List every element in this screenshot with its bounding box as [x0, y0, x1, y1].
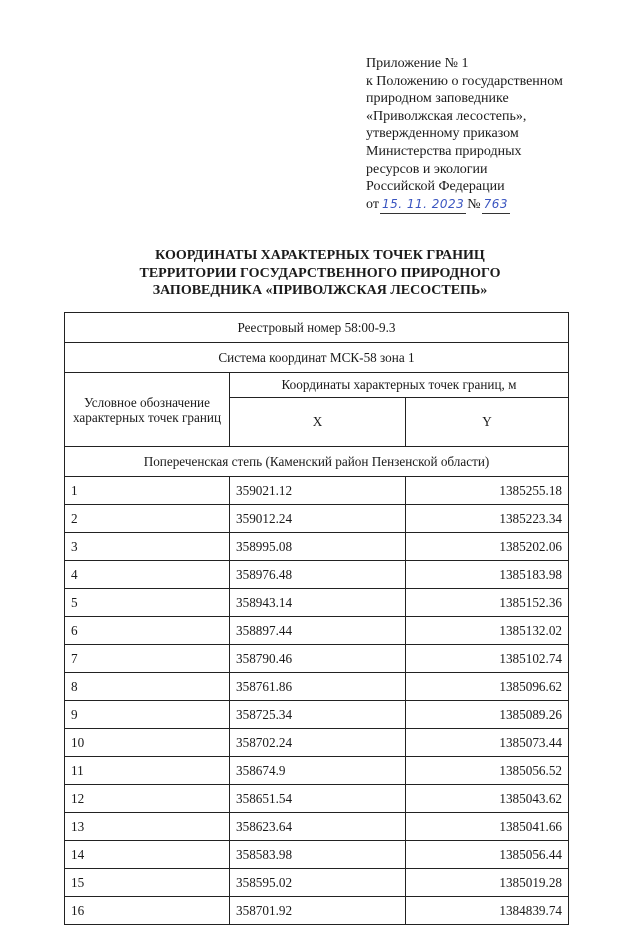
handwritten-number: 763 — [482, 196, 510, 215]
coord-x: 358701.92 — [230, 897, 406, 925]
coord-y: 1385019.28 — [406, 869, 569, 897]
coord-x: 358725.34 — [230, 701, 406, 729]
appendix-line: Министерства природных — [366, 143, 522, 159]
table-row — [65, 561, 569, 589]
point-number: 2 — [65, 505, 230, 533]
coord-x: 358897.44 — [230, 617, 406, 645]
coord-y: 1385102.74 — [406, 645, 569, 673]
table-row — [65, 729, 569, 757]
registry-number: Реестровый номер 58:00-9.3 — [65, 313, 569, 343]
from-prefix: от — [366, 196, 379, 212]
section-title: Попереченская степь (Каменский район Пензенской области) — [65, 447, 569, 477]
coord-y: 1385183.98 — [406, 561, 569, 589]
table-row — [65, 589, 569, 617]
appendix-block — [366, 55, 626, 214]
coord-x: 358995.08 — [230, 533, 406, 561]
point-number: 6 — [65, 617, 230, 645]
point-number: 5 — [65, 589, 230, 617]
table-row — [65, 645, 569, 673]
table-row — [65, 505, 569, 533]
point-number: 14 — [65, 841, 230, 869]
point-number: 3 — [65, 533, 230, 561]
coord-y: 1385152.36 — [406, 589, 569, 617]
table-row — [65, 869, 569, 897]
coord-x: 358702.24 — [230, 729, 406, 757]
coord-x: 358674.9 — [230, 757, 406, 785]
point-number: 13 — [65, 813, 230, 841]
table-row — [65, 813, 569, 841]
point-number: 12 — [65, 785, 230, 813]
point-number: 4 — [65, 561, 230, 589]
coord-x: 359012.24 — [230, 505, 406, 533]
order-date-line — [366, 196, 626, 215]
coord-y: 1385056.44 — [406, 841, 569, 869]
number-prefix: № — [467, 196, 481, 212]
coord-y: 1385056.52 — [406, 757, 569, 785]
point-number: 16 — [65, 897, 230, 925]
header-condition: Условное обозначение характерных точек границ — [65, 373, 230, 447]
coord-x: 358943.14 — [230, 589, 406, 617]
point-number: 7 — [65, 645, 230, 673]
coord-x: 359021.12 — [230, 477, 406, 505]
coord-x: 358623.64 — [230, 813, 406, 841]
coord-x: 358976.48 — [230, 561, 406, 589]
coord-x: 358595.02 — [230, 869, 406, 897]
point-number: 15 — [65, 869, 230, 897]
appendix-line: природном заповеднике — [366, 91, 509, 107]
point-number: 8 — [65, 673, 230, 701]
point-number: 10 — [65, 729, 230, 757]
header-coordinates: Координаты характерных точек границ, м — [230, 373, 569, 398]
coord-y: 1385073.44 — [406, 729, 569, 757]
table-row — [65, 841, 569, 869]
appendix-line: ресурсов и экологии — [366, 161, 488, 177]
title-line: ТЕРРИТОРИИ ГОСУДАРСТВЕННОГО ПРИРОДНОГО — [139, 265, 501, 281]
table-row — [65, 785, 569, 813]
coord-y: 1385132.02 — [406, 617, 569, 645]
point-number: 1 — [65, 477, 230, 505]
point-number: 11 — [65, 757, 230, 785]
coord-y: 1385096.62 — [406, 673, 569, 701]
appendix-line: к Положению о государственном — [366, 73, 563, 89]
coord-x: 358790.46 — [230, 645, 406, 673]
coord-x: 358761.86 — [230, 673, 406, 701]
handwritten-date: 15. 11. 2023 — [380, 196, 466, 215]
table-row — [65, 673, 569, 701]
table-row — [65, 757, 569, 785]
header-y: Y — [406, 398, 569, 447]
coord-y: 1385223.34 — [406, 505, 569, 533]
document-title — [0, 247, 640, 300]
coord-y: 1385202.06 — [406, 533, 569, 561]
coord-x: 358583.98 — [230, 841, 406, 869]
table-row — [65, 617, 569, 645]
title-line: ЗАПОВЕДНИКА «ПРИВОЛЖСКАЯ ЛЕСОСТЕПЬ» — [152, 283, 488, 298]
appendix-line: Приложение № 1 — [366, 56, 469, 71]
coordinate-system: Система координат МСК-58 зона 1 — [65, 343, 569, 373]
appendix-line: Российской Федерации — [366, 179, 505, 195]
coord-x: 358651.54 — [230, 785, 406, 813]
table-row — [65, 897, 569, 925]
coord-y: 1385043.62 — [406, 785, 569, 813]
appendix-line: утвержденному приказом — [366, 126, 519, 142]
table-row — [65, 477, 569, 505]
point-number: 9 — [65, 701, 230, 729]
coord-y: 1385041.66 — [406, 813, 569, 841]
appendix-line: «Приволжская лесостепь», — [366, 108, 527, 124]
title-line: КООРДИНАТЫ ХАРАКТЕРНЫХ ТОЧЕК ГРАНИЦ — [155, 248, 485, 263]
coordinates-table — [64, 312, 569, 925]
header-x: X — [230, 398, 406, 447]
table-body — [65, 477, 569, 925]
coord-y: 1384839.74 — [406, 897, 569, 925]
table-row — [65, 533, 569, 561]
table-row — [65, 701, 569, 729]
coord-y: 1385255.18 — [406, 477, 569, 505]
coord-y: 1385089.26 — [406, 701, 569, 729]
